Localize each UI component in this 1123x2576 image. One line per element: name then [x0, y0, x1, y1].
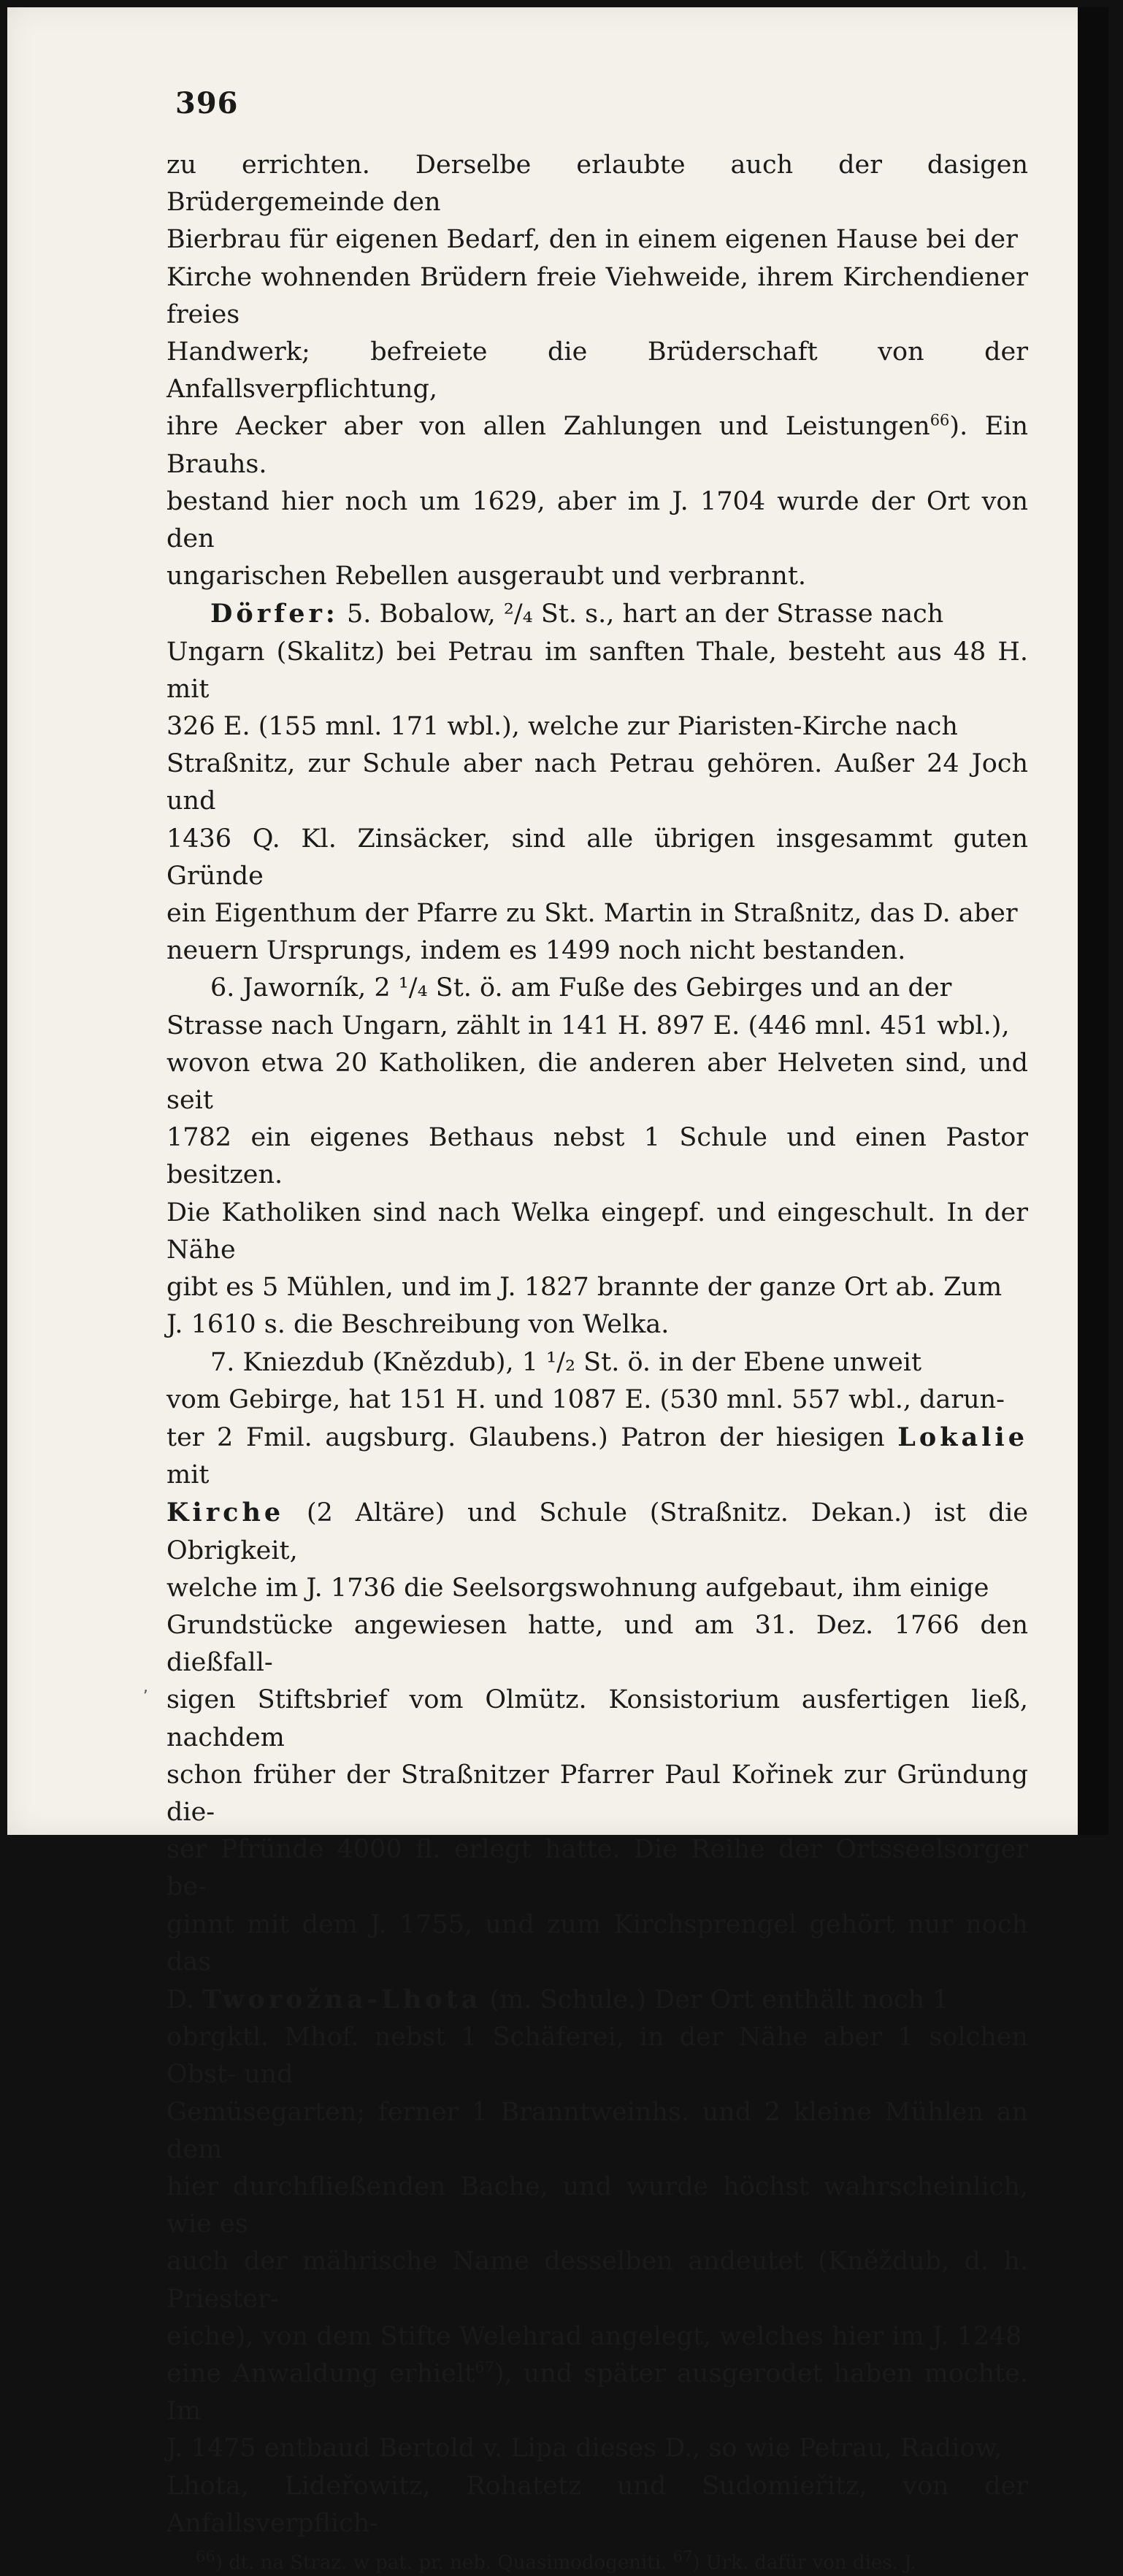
text-line: Bierbrau für eigenen Bedarf, den in einem eigenen Hause bei der — [166, 225, 1018, 255]
text-line: ein Eigenthum der Pfarre zu Skt. Martin in Straßnitz, das D. aber — [166, 899, 1018, 929]
text-line: auch der mährische Name desselben andeutet (Kněždub, d. h. Priester- — [166, 2247, 1028, 2314]
footnote-ref-66: 66 — [930, 411, 950, 429]
text-line: neuern Ursprungs, indem es 1499 noch nicht bestanden. — [166, 936, 906, 966]
text-line: obrgktl. Mhof. nebst 1 Schäferei, in der Nähe aber 1 solchen Obst- und — [166, 2023, 1028, 2090]
text-line: schon früher der Straßnitzer Pfarrer Paul Kořinek zur Gründung die- — [166, 1760, 1028, 1827]
text-line: 5. Bobalow, ²/₄ St. s., hart an der Strasse nach — [338, 599, 944, 629]
page-content — [166, 86, 1028, 2576]
text-line: ), und später ausgerodet haben mochte. Im — [166, 2358, 1029, 2426]
text-line: Strasse nach Ungarn, zählt in 141 H. 897 E. (446 mnl. 451 wbl.), — [166, 1011, 1010, 1040]
text-line: Kirche wohnenden Brüdern freie Viehweide, ihrem Kirchendiener freies — [166, 262, 1028, 329]
text-line: J. 1475 entbaud Bertold v. Lipa dieses D., so wie Petrau, Radiow, — [166, 2434, 1003, 2464]
text-line: vom Gebirge, hat 151 H. und 1087 E. (530 mnl. 557 wbl., darun- — [166, 1384, 1005, 1414]
spaced-word-lokalie: Lokalie — [897, 1422, 1028, 1452]
text-line: sigen Stiftsbrief vom Olmütz. Konsistorium ausfertigen ließ, nachdem — [166, 1685, 1028, 1752]
footnote-number-66: 66 — [196, 2548, 215, 2566]
text-line: zu errichten. Derselbe erlaubte auch der dasigen Brüdergemeinde den — [166, 150, 1028, 218]
text-line: 6. Jaworník, 2 ¹/₄ St. ö. am Fuße des Gebirges und an der — [210, 973, 952, 1003]
footnote-ref-67: 67 — [475, 2358, 494, 2377]
text-line: 326 E. (155 mnl. 171 wbl.), welche zur Piaristen-Kirche nach — [166, 712, 958, 742]
text-line: ter 2 Fmil. augsburg. Glaubens.) Patron der hiesigen — [166, 1422, 885, 1452]
text-line: 1782 ein eigenes Bethaus nebst 1 Schule und einen Pastor besitzen. — [166, 1123, 1028, 1190]
main-text — [166, 147, 1028, 2542]
text-line: wovon etwa 20 Katholiken, die anderen aber Helveten sind, und seit — [166, 1048, 1028, 1116]
text-line: 7. Kniezdub (Knězdub), 1 ¹/₂ St. ö. in der Ebene unweit — [210, 1347, 922, 1377]
spaced-word-tworozna-lhota: Tworožna-Lhota — [202, 1984, 482, 2015]
text-line: Lhota, Lideřowitz, Rohatetz und Sudomieřitz, von der Anfallsverpflich- — [166, 2471, 1028, 2538]
footnote-text: ) dt. na Straz. w pat. pr. neb. Quasimodogeniti. — [215, 2552, 667, 2574]
text-line: welche im J. 1736 die Seelsorgswohnung aufgebaut, ihm einige — [166, 1573, 989, 1603]
page-number: 396 — [175, 86, 239, 120]
text-line: 1436 Q. Kl. Zinsäcker, sind alle übrigen insgesammt guten Gründe — [166, 824, 1028, 891]
scanned-page — [7, 7, 1108, 2574]
text-line: ihre Aecker aber von allen Zahlungen und Leistungen — [166, 412, 930, 442]
text-line: (2 Altäre) und Schule (Straßnitz. Dekan.) ist die Obrigkeit, — [166, 1498, 1028, 1565]
text-line: Handwerk; befreiete die Brüderschaft von der Anfallsverpflichtung, — [166, 337, 1028, 405]
section-heading-doerfer: Dörfer: — [210, 599, 339, 629]
text-line: mit — [166, 1460, 210, 1490]
footnote-number-67: 67 — [672, 2548, 693, 2566]
text-line: Ungarn (Skalitz) bei Petrau im sanften Thale, besteht aus 48 H. mit — [166, 637, 1028, 704]
text-line: J. 1610 s. die Beschreibung von Welka. — [166, 1310, 670, 1340]
text-line: Gemüsegarten; ferner 1 Branntweinhs. und 2 kleine Mühlen an dem — [166, 2097, 1028, 2164]
spaced-word-kirche: Kirche — [166, 1498, 285, 1528]
footnotes — [166, 2550, 1028, 2576]
text-line: eiche), von dem Stifte Welehrad angelegt, welches hier im J. 1248 — [166, 2321, 1022, 2351]
text-line: ungarischen Rebellen ausgeraubt und verbrannt. — [166, 561, 807, 591]
text-line: hier durchfließenden Bache, und wurde höchst wahrscheinlich, wie es — [166, 2171, 1028, 2239]
text-line: ). Ein Brauhs. — [166, 412, 1028, 479]
scan-speck: , — [143, 1678, 148, 1696]
footnote-text: ) Urk. dafür von dies. J. — [692, 2552, 916, 2574]
text-line: Die Katholiken sind nach Welka eingepf. und eingeschult. In der Nähe — [166, 1197, 1028, 1265]
text-line: eine Anwaldung erhielt — [166, 2358, 475, 2388]
text-line: (m. Schule.) Der Ort enthält noch 1 — [481, 1985, 949, 2015]
scan-edge — [1078, 7, 1108, 1835]
text-line: bestand hier noch um 1629, aber im J. 1704 wurde der Ort von den — [166, 486, 1028, 554]
text-line: Straßnitz, zur Schule aber nach Petrau gehören. Außer 24 Joch und — [166, 749, 1028, 816]
text-line: ser Pfründe 4000 fl. erlegt hatte. Die Reihe der Ortsseelsorger be- — [166, 1835, 1028, 1902]
text-line: Grundstücke angewiesen hatte, und am 31. Dez. 1766 den dießfall- — [166, 1610, 1028, 1678]
text-line: D. — [166, 1985, 194, 2015]
text-line: ginnt mit dem J. 1755, und zum Kirchsprengel gehört nur noch das — [166, 1909, 1028, 1977]
text-line: gibt es 5 Mühlen, und im J. 1827 brannte der ganze Ort ab. Zum — [166, 1273, 1003, 1303]
